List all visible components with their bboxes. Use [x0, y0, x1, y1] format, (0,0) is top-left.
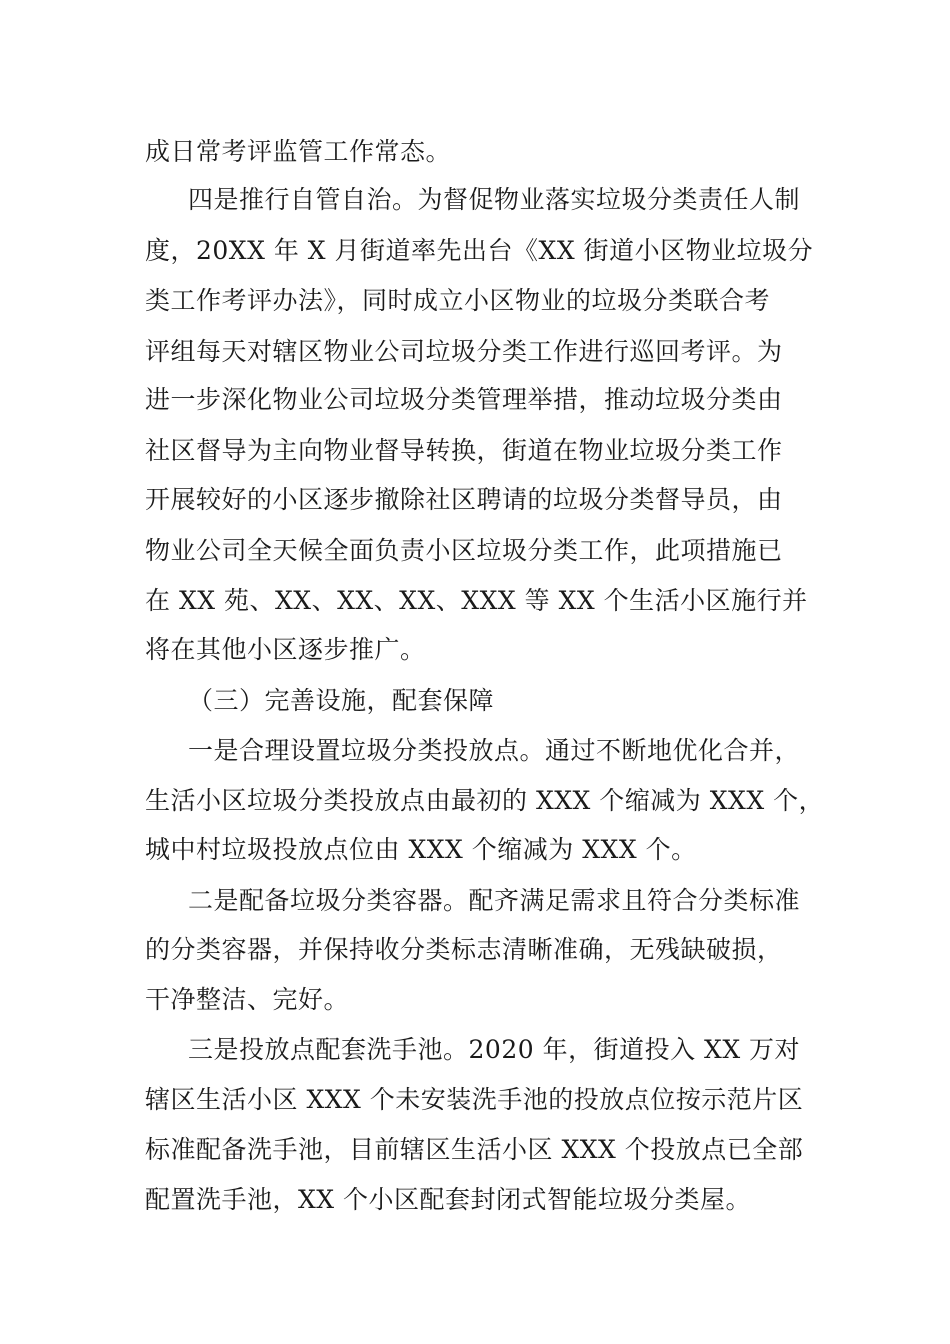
paragraph-first-line: 四是推行自管自治。为督促物业落实垃圾分类责任人制 [188, 185, 801, 214]
text-line: 将在其他小区逐步推广。 [145, 635, 426, 664]
text-line: 开展较好的小区逐步撤除社区聘请的垃圾分类督导员，由 [145, 485, 783, 514]
text-line: 度，20XX 年 X 月街道率先出台《XX 街道小区物业垃圾分 [145, 236, 814, 265]
text-line: 评组每天对辖区物业公司垃圾分类工作进行巡回考评。为 [145, 337, 783, 366]
paragraph-first-line: 二是配备垃圾分类容器。配齐满足需求且符合分类标准 [188, 886, 801, 915]
text-line: 辖区生活小区 XXX 个未安装洗手池的投放点位按示范片区 [145, 1085, 804, 1114]
text-line: 在 XX 苑、XX、XX、XX、XXX 等 XX 个生活小区施行并 [145, 586, 808, 615]
text-line: 的分类容器，并保持收分类标志清晰准确，无残缺破损， [145, 935, 783, 964]
text-line: 生活小区垃圾分类投放点由最初的 XXX 个缩减为 XXX 个， [145, 786, 825, 815]
text-line: 成日常考评监管工作常态。 [145, 137, 452, 166]
paragraph-first-line: 一是合理设置垃圾分类投放点。通过不断地优化合并， [188, 736, 801, 765]
text-line: 标准配备洗手池，目前辖区生活小区 XXX 个投放点已全部 [145, 1135, 804, 1164]
text-line: 配置洗手池，XX 个小区配套封闭式智能垃圾分类屋。 [145, 1185, 752, 1214]
paragraph-first-line: 三是投放点配套洗手池。2020 年，街道投入 XX 万对 [188, 1035, 801, 1064]
text-line: 城中村垃圾投放点位由 XXX 个缩减为 XXX 个。 [145, 835, 697, 864]
section-heading: （三）完善设施，配套保障 [188, 686, 495, 715]
text-line: 进一步深化物业公司垃圾分类管理举措，推动垃圾分类由 [145, 385, 783, 414]
text-line: 社区督导为主向物业督导转换，街道在物业垃圾分类工作 [145, 436, 783, 465]
text-line: 类工作考评办法》，同时成立小区物业的垃圾分类联合考 [145, 286, 771, 315]
text-line: 物业公司全天候全面负责小区垃圾分类工作，此项措施已 [145, 536, 783, 565]
text-line: 干净整洁、完好。 [145, 985, 350, 1014]
